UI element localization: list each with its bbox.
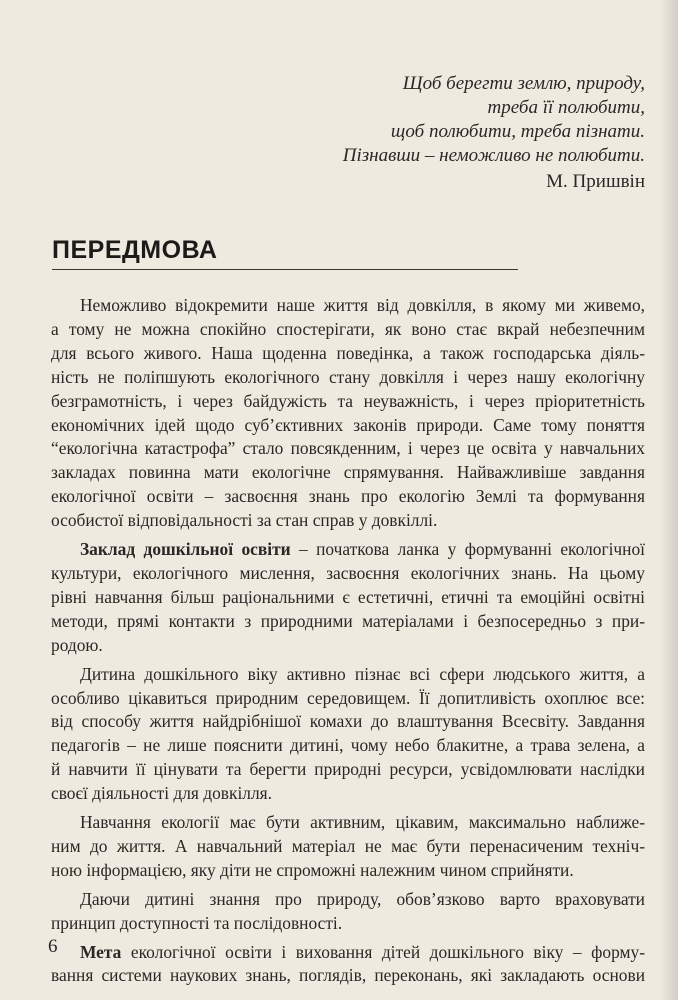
text-line: родою. [51, 634, 103, 655]
paragraph [51, 941, 645, 989]
paragraph [51, 888, 645, 936]
text-line: ною інформацією, яку діти не спроможні належним чином сприйняти. [51, 859, 574, 880]
text-line: а тому не можна спокійно спостерігати, як воно стає вкрай небезпечним [51, 318, 645, 339]
text-fragment: – початкова ланка у формуванні екологічної [290, 539, 645, 560]
text-line: екологічної освіти – засвоєння знань про екологію Землі та формування [51, 486, 645, 507]
text-line: методи, прямі контакти з природними матеріалами і безпосередньо з при- [51, 610, 645, 631]
text-fragment: екологічної освіти і виховання дітей дошкільного віку – форму- [121, 941, 645, 962]
text-line [51, 941, 645, 965]
page-edge-shadow [660, 0, 678, 1000]
bold-term: Заклад дошкільної освіти [80, 539, 291, 560]
text-line: Навчання екології має бути активним, цікавим, максимально наближе- [80, 812, 645, 833]
epigraph-line: Щоб берегти землю, природу, [402, 73, 645, 94]
paragraph [51, 811, 645, 883]
text-line: ним до життя. А навчальний матеріал не має бути перенасиченим техніч- [51, 835, 645, 856]
epigraph-line: щоб полюбити, треба пізнати. [390, 121, 645, 142]
paragraph [51, 294, 645, 533]
text-line: ність не поліпшують екологічного стану довкілля і через нашу екологічну [51, 366, 645, 387]
text-line: безграмотність, і через байдужість та неуважність, і через пріоритетність [51, 390, 645, 411]
text-line: особливо цікавиться природним середовищем. Її допитливість охоплює все: [51, 687, 645, 708]
text-line: й навчити її цінувати та берегти природні ресурси, усвідомлювати наслідки [51, 759, 645, 780]
text-line: Даючи дитині знання про природу, обов’язково варто враховувати [80, 888, 645, 909]
text-line: Дитина дошкільного віку активно пізнає всі сфери людського життя, а [80, 663, 645, 684]
section-heading: ПЕРЕДМОВА [52, 236, 218, 264]
paragraph [51, 663, 645, 806]
paragraph [51, 538, 645, 658]
epigraph-line: Пізнавши – неможливо не полюбити. [342, 145, 645, 166]
text-line: культури, екологічного мислення, засвоєння екологічних знань. На цьому [51, 562, 645, 583]
text-line: особистої відповідальності за стан справ у довкіллі. [51, 510, 438, 531]
epigraph-line: треба її полюбити, [487, 97, 645, 118]
text-line: від способу життя найдрібнішої комахи до влаштування Всесвіту. Завдання [51, 711, 645, 732]
body-text [51, 294, 645, 988]
text-line: педагогів – не лише пояснити дитині, чому небо блакитне, а трава зелена, а [51, 735, 645, 756]
text-line: рівні навчання більш раціональними є естетичні, етичні та емоційні освітні [51, 586, 645, 607]
epigraph [85, 72, 645, 194]
page-number: 6 [48, 936, 58, 957]
text-line: “екологічна катастрофа” стало повсякденним, і через це освіта у навчальних [51, 438, 645, 459]
text-line: вання системи наукових знань, поглядів, переконань, які закладають основи [51, 965, 645, 986]
text-line: своєї діяльності для довкілля. [51, 783, 272, 804]
text-line: Неможливо відокремити наше життя від довкілля, в якому ми живемо, [80, 295, 645, 315]
epigraph-author: М. Пришвін [546, 171, 645, 192]
text-line: принцип доступності та послідовності. [51, 912, 343, 933]
text-line [51, 538, 645, 562]
text-line: для всього живого. Наша щоденна поведінка, а також господарська діяль- [51, 342, 645, 363]
bold-term: Мета [80, 941, 122, 962]
text-line: економічних ідей щодо суб’єктивних законів природи. Саме тому поняття [51, 414, 645, 435]
heading-underline [52, 269, 518, 270]
text-line: закладах повинна мати екологічне спрямування. Найважливіше завдання [51, 462, 645, 483]
